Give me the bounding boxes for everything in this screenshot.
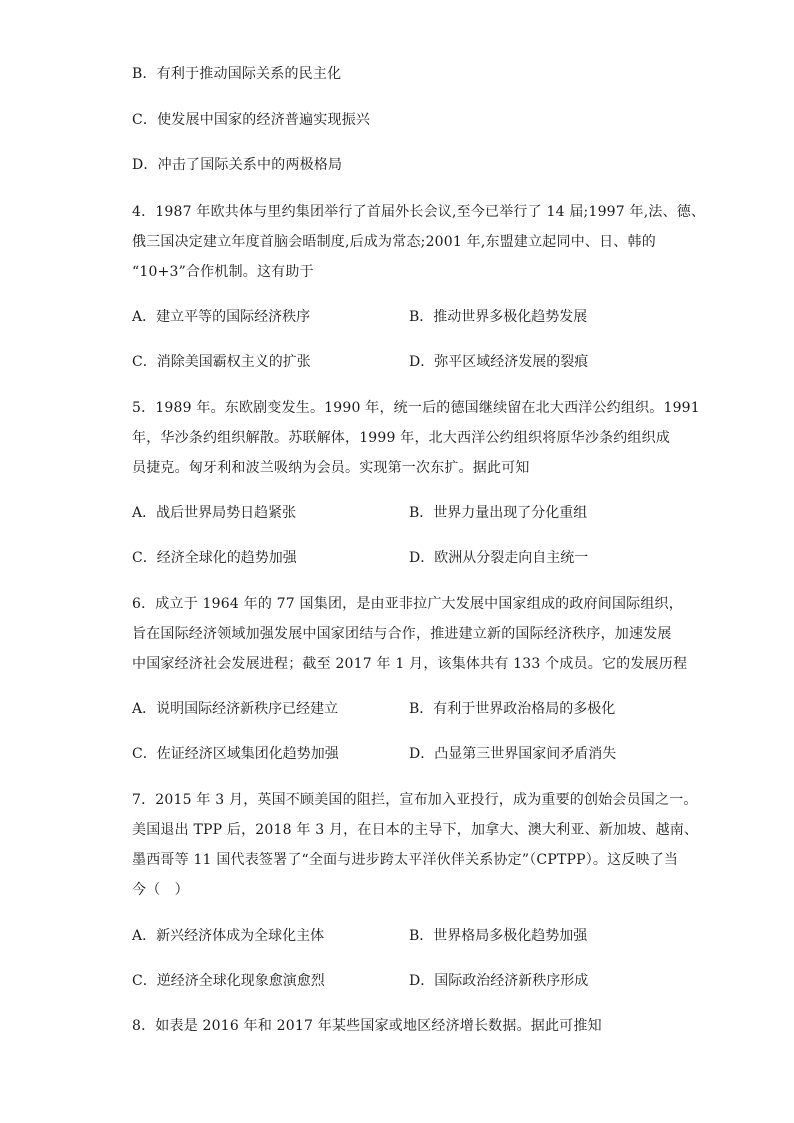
- q5-option-c: C．经济全球化的趋势加强: [132, 550, 297, 566]
- q4-stem-line-3: “10+3”合作机制。这有助于: [132, 264, 314, 280]
- q5-stem-line-1: 5．1989 年。东欧剧变发生。1990 年，统一后的德国继续留在北大西洋公约组织。1991: [132, 400, 700, 416]
- q5-option-d: D．欧洲从分裂走向自主统一: [409, 550, 589, 566]
- q5-option-a: A．战后世界局势日趋紧张: [132, 505, 297, 521]
- q6-stem-line-3: 中国家经济社会发展进程；截至 2017 年 1 月，该集体共有 133 个成员。它的发展历程: [132, 656, 688, 672]
- q6-stem-line-1: 6．成立于 1964 年的 77 国集团，是由亚非拉广大发展中国家组成的政府间国际组织，: [132, 596, 683, 612]
- q4-option-c: C．消除美国霸权主义的扩张: [132, 354, 311, 370]
- q7-stem-line-3: 墨西哥等 11 国代表签署了“全面与进步跨太平洋伙伴关系协定”（CPTPP）。这反映了当: [132, 852, 679, 868]
- q6-stem-line-2: 旨在国际经济领域加强发展中国家团结与合作，推进建立新的国际经济秩序，加速发展: [132, 626, 672, 642]
- q3-option-c: C．使发展中国家的经济普遍实现振兴: [132, 112, 371, 128]
- q7-stem-line-4: 今（ ）: [132, 882, 189, 898]
- q4-stem-line-2: 俄三国决定建立年度首脑会晤制度,后成为常态;2001 年,东盟建立起同中、日、韩的: [132, 234, 656, 250]
- q5-stem-line-3: 员捷克。匈牙利和波兰吸纳为会员。实现第一次东扩。据此可知: [132, 460, 530, 476]
- q3-option-d: D．冲击了国际关系中的两极格局: [132, 157, 343, 173]
- q7-option-c: C．逆经济全球化现象愈演愈烈: [132, 973, 325, 989]
- q7-option-d: D．国际政治经济新秩序形成: [409, 973, 589, 989]
- q6-option-c: C．佐证经济区域集团化趋势加强: [132, 746, 339, 762]
- q5-stem-line-2: 年，华沙条约组织解散。苏联解体，1999 年，北大西洋公约组织将原华沙条约组织成: [132, 430, 671, 446]
- q6-option-b: B．有利于世界政治格局的多极化: [409, 701, 616, 717]
- q7-stem-line-1: 7．2015 年 3 月，英国不顾美国的阻拦，宣布加入亚投行，成为重要的创始会员国之一。: [132, 792, 698, 808]
- q6-option-d: D．凸显第三世界国家间矛盾消失: [409, 746, 617, 762]
- q4-option-d: D．弥平区域经济发展的裂痕: [409, 354, 589, 370]
- q6-option-a: A．说明国际经济新秩序已经建立: [132, 701, 339, 717]
- q7-stem-line-2: 美国退出 TPP 后，2018 年 3 月，在日本的主导下，加拿大、澳大利亚、新加坡、越南、: [132, 822, 699, 838]
- q4-stem-line-1: 4．1987 年欧共体与里约集团举行了首届外长会议,至今已举行了 14 届;1997 年,法、德、: [132, 204, 706, 220]
- q8-stem-line-1: 8．如表是 2016 年和 2017 年某些国家或地区经济增长数据。据此可推知: [132, 1018, 602, 1034]
- q7-option-a: A．新兴经济体成为全球化主体: [132, 928, 325, 944]
- q4-option-b: B．推动世界多极化趋势发展: [409, 309, 588, 325]
- q4-option-a: A．建立平等的国际经济秩序: [132, 309, 311, 325]
- q5-option-b: B．世界力量出现了分化重组: [409, 505, 588, 521]
- q7-option-b: B．世界格局多极化趋势加强: [409, 928, 588, 944]
- q3-option-b: B．有利于推动国际关系的民主化: [132, 66, 342, 82]
